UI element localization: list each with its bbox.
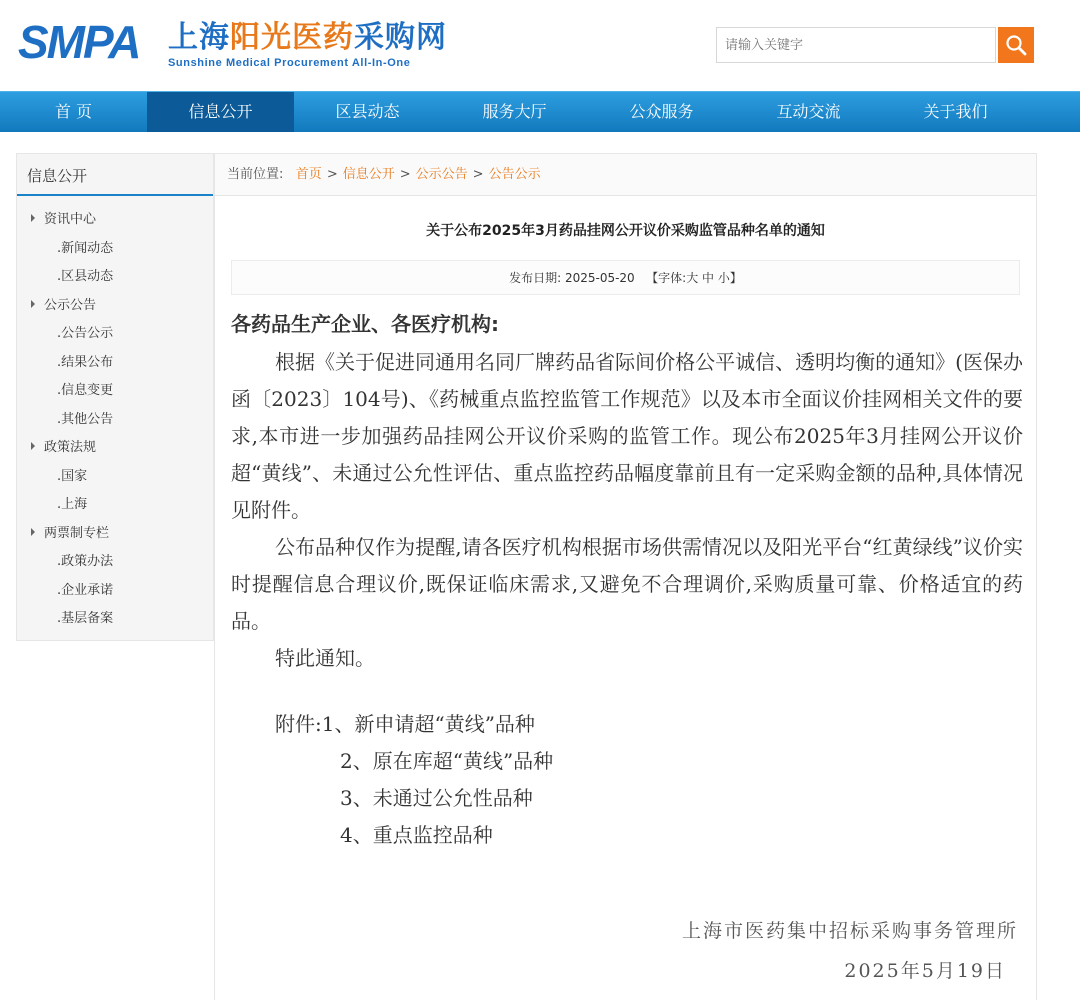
sidebar-item-commitment[interactable]: .企业承诺 [57, 582, 114, 598]
site-logo[interactable] [18, 16, 448, 72]
nav-interaction[interactable]: 互动交流 [776, 102, 841, 121]
sidebar-item-filing[interactable]: .基层备案 [57, 611, 114, 626]
publish-date: 2025-05-20 [564, 271, 635, 285]
search-icon [1004, 33, 1028, 57]
attachment-label: 附件: [275, 712, 322, 736]
logo-english-name: Sunshine Medical Procurement All-In-One [168, 57, 411, 69]
sidebar [16, 153, 214, 641]
nav-info-disclosure[interactable]: 信息公开 [147, 92, 294, 132]
font-size-large[interactable]: 大 [686, 271, 699, 285]
sidebar-menu [17, 196, 213, 634]
attachment-list [275, 706, 553, 854]
sidebar-item-changes[interactable]: .信息变更 [57, 383, 114, 398]
sidebar-cat-announcements[interactable]: 公示公告 [17, 292, 213, 321]
article-paragraph-1: 根据《关于促进同通用名同厂牌药品省际间价格公平诚信、透明均衡的通知》(医保办函〔2023〕104号)、《药械重点监控监管工作规范》以及本市全面议价挂网相关文件的要求,本市进一步加强药品挂网公开议价采购的监管工作。现公布2025年3月挂网公开议价超“黄线”、未通过公允性评估、重点监控药品幅度靠前且有一定采购金额的品种,具体情况见附件。 [231, 350, 1023, 522]
nav-district-news[interactable]: 区县动态 [335, 102, 400, 121]
main-nav [0, 91, 1080, 132]
sidebar-cat-two-invoice[interactable]: 两票制专栏 [17, 520, 213, 549]
article-paragraph-2: 公布品种仅作为提醒,请各医疗机构根据市场供需情况以及阳光平台“红黄绿线”议价实时提醒信息合理议价,既保证临床需求,又避免不合理调价,采购质量可靠、价格适宜的药品。 [231, 535, 1023, 633]
search-button[interactable] [998, 27, 1034, 63]
article-salutation: 各药品生产企业、各医疗机构: [231, 312, 499, 336]
font-size-medium[interactable]: 中 [702, 271, 715, 285]
sidebar-item-policy-measures[interactable]: .政策办法 [57, 554, 114, 569]
nav-about-us[interactable]: 关于我们 [923, 102, 988, 121]
nav-home[interactable]: 首 页 [54, 102, 93, 121]
search-input[interactable] [716, 27, 996, 63]
font-size-small[interactable]: 小 [717, 271, 730, 285]
attachment-2[interactable]: 2、原在库超“黄线”品种 [340, 749, 554, 773]
breadcrumb-notices[interactable]: 公告公示 [488, 167, 541, 182]
logo-chinese-name: 上海阳光医药采购网 [168, 20, 447, 55]
sidebar-item-shanghai[interactable]: .上海 [57, 497, 88, 512]
breadcrumb-home[interactable]: 首页 [295, 167, 322, 182]
sidebar-title: 信息公开 [17, 154, 213, 196]
attachment-3[interactable]: 3、未通过公允性品种 [340, 786, 533, 810]
caret-right-icon [31, 300, 35, 308]
article-body [231, 304, 1023, 677]
nav-service-hall[interactable]: 服务大厅 [482, 102, 547, 121]
article-title: 关于公布2025年3月药品挂网公开议价采购监管品种名单的通知 [426, 223, 825, 239]
sidebar-item-other[interactable]: .其他公告 [57, 411, 114, 427]
caret-right-icon [31, 214, 35, 222]
caret-right-icon [31, 442, 35, 450]
sidebar-item-news[interactable]: .新闻动态 [57, 240, 114, 256]
attachment-4[interactable]: 4、重点监控品种 [340, 823, 493, 847]
logo-smpa-text: SMPA [18, 16, 140, 68]
sidebar-item-notices[interactable]: .公告公示 [57, 326, 114, 341]
signature-org: 上海市医药集中招标采购事务管理所 [681, 920, 1018, 942]
sidebar-item-district[interactable]: .区县动态 [57, 269, 114, 284]
sidebar-item-results[interactable]: .结果公布 [57, 354, 114, 370]
article-paragraph-3: 特此通知。 [275, 646, 375, 670]
attachment-1[interactable]: 1、新申请超“黄线”品种 [321, 712, 535, 736]
site-header [0, 0, 1080, 92]
breadcrumb-info[interactable]: 信息公开 [342, 167, 395, 182]
signature-date: 2025年5月19日 [844, 960, 1006, 982]
main-content [214, 153, 1037, 1000]
article-meta: 发布日期: 2025-05-20 【字体:大 中 小】 [231, 260, 1020, 295]
breadcrumb-label: 当前位置: [227, 167, 284, 182]
sidebar-cat-policies[interactable]: 政策法规 [17, 434, 213, 463]
sidebar-cat-news-center[interactable]: 资讯中心 [17, 206, 213, 235]
breadcrumb-announcements[interactable]: 公示公告 [415, 167, 468, 182]
sidebar-item-national[interactable]: .国家 [57, 468, 88, 484]
caret-right-icon [31, 528, 35, 536]
breadcrumb: 当前位置: 首页 > 信息公开 > 公示公告 > 公告公示 [215, 154, 1036, 196]
nav-public-service[interactable]: 公众服务 [629, 102, 694, 121]
